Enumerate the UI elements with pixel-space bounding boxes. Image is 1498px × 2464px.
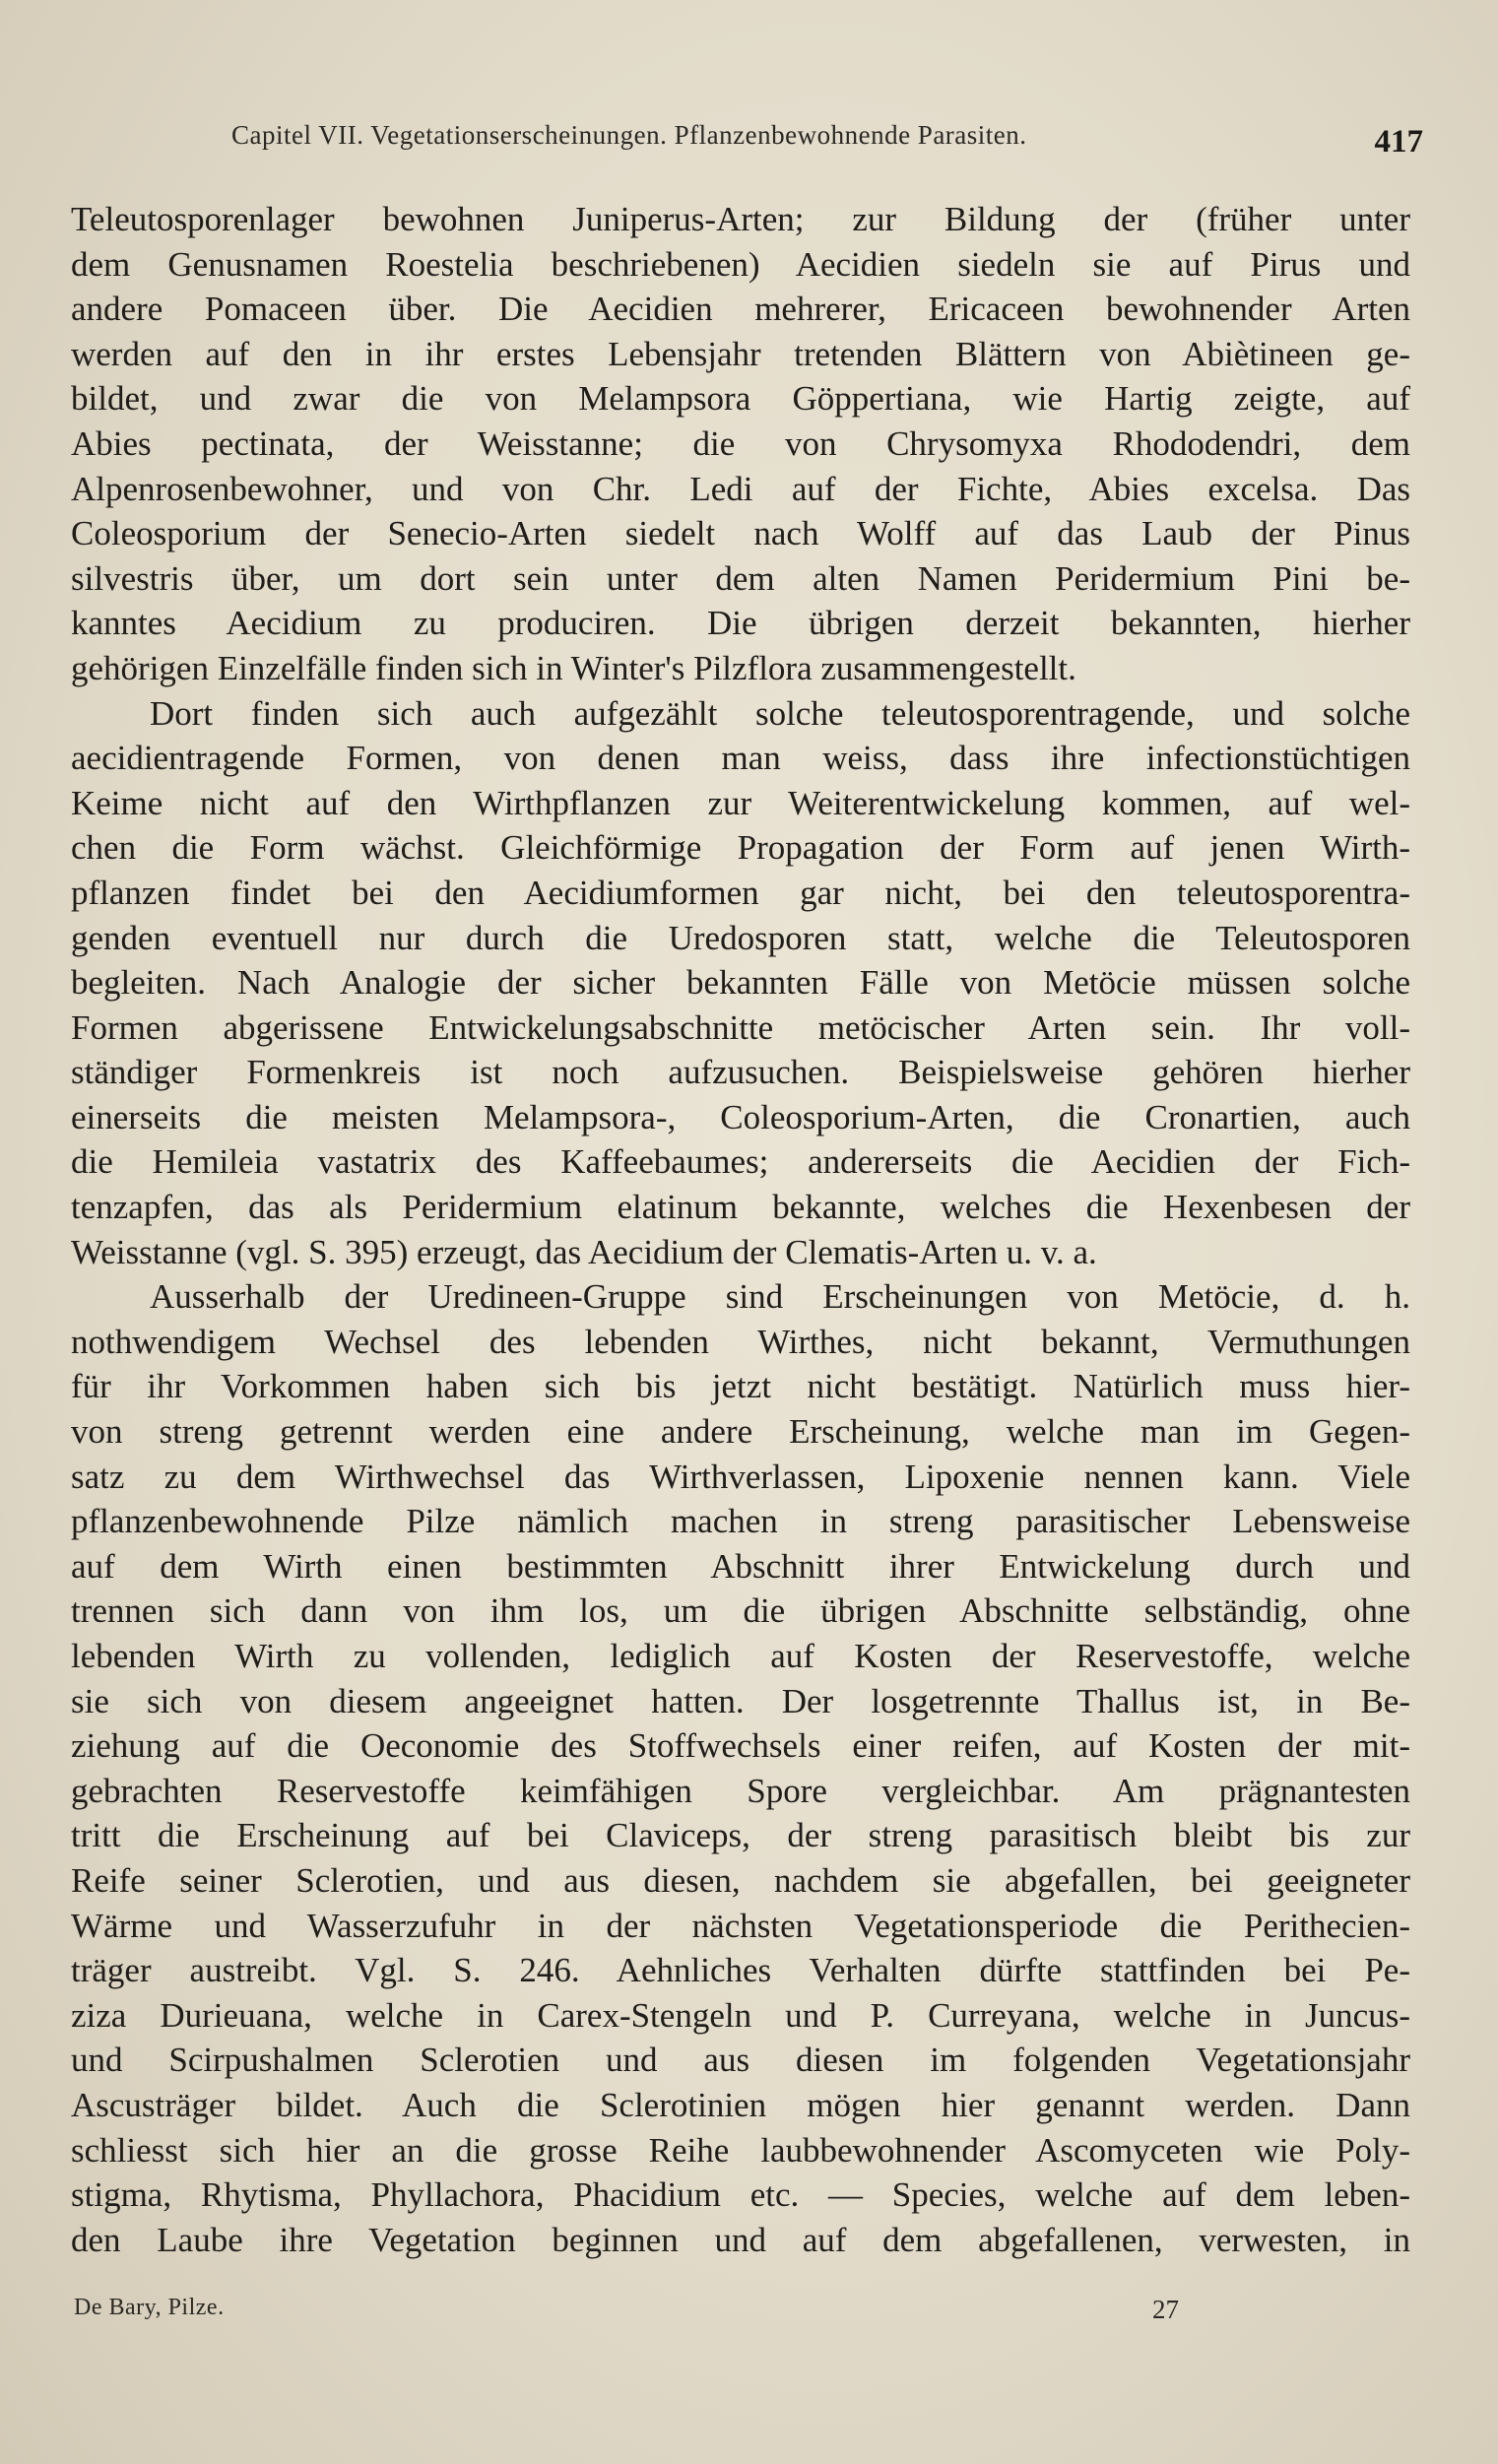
text-line: satz zu dem Wirthwechsel das Wirthverlassen, Lipoxenie nennen kann. Viele — [71, 1457, 1410, 1496]
text-line: genden eventuell nur durch die Uredosporen statt, welche die Teleutosporen — [71, 918, 1410, 957]
text-line: Ascusträger bildet. Auch die Sclerotinien mögen hier genannt werden. Dann — [71, 2085, 1410, 2124]
text-line: pflanzenbewohnende Pilze nämlich machen in streng parasitischer Lebensweise — [71, 1502, 1410, 1541]
text-line: Keime nicht auf den Wirthpflanzen zur Weiterentwickelung kommen, auf wel- — [71, 783, 1410, 822]
text-line: stigma, Rhytisma, Phyllachora, Phacidium etc. — Species, welche auf dem leben- — [71, 2175, 1410, 2215]
text-line: den Laube ihre Vegetation beginnen und auf dem abgefallenen, verwesten, in — [71, 2220, 1410, 2259]
text-line: Coleosporium der Senecio-Arten siedelt nach Wolff auf das Laub der Pinus — [71, 514, 1410, 553]
text-line: gebrachten Reservestoffe keimfähigen Spore vergleichbar. Am prägnantesten — [71, 1771, 1410, 1810]
paragraph-start-line: Ausserhalb der Uredineen-Gruppe sind Erscheinungen von Metöcie, d. h. — [150, 1277, 1410, 1317]
text-line: Formen abgerissene Entwickelungsabschnitte metöcischer Arten sein. Ihr voll- — [71, 1007, 1410, 1047]
text-line: andere Pomaceen über. Die Aecidien mehrerer, Ericaceen bewohnender Arten — [71, 290, 1410, 329]
body-text — [71, 197, 1410, 2262]
text-line: Alpenrosenbewohner, und von Chr. Ledi auf der Fichte, Abies excelsa. Das — [71, 469, 1410, 508]
text-line: werden auf den in ihr erstes Lebensjahr tretenden Blättern von Abiètineen ge- — [71, 334, 1410, 373]
text-line: sie sich von diesem angeeignet hatten. Der losgetrennte Thallus ist, in Be- — [71, 1681, 1410, 1720]
text-line: trennen sich dann von ihm los, um die übrigen Abschnitte selbständig, ohne — [71, 1591, 1410, 1631]
text-line: begleiten. Nach Analogie der sicher bekannten Fälle von Metöcie müssen solche — [71, 963, 1410, 1003]
text-line: dem Genusnamen Roestelia beschriebenen) Aecidien siedeln sie auf Pirus und — [71, 244, 1410, 284]
paragraph-start-line: Dort finden sich auch aufgezählt solche teleutosporentragende, und solche — [150, 693, 1410, 733]
text-line: tritt die Erscheinung auf bei Claviceps, der streng parasitisch bleibt bis zur — [71, 1816, 1410, 1855]
text-line: die Hemileia vastatrix des Kaffeebaumes; andererseits die Aecidien der Fich- — [71, 1142, 1410, 1182]
paragraph-end-line: gehörigen Einzelfälle finden sich in Winter's Pilzflora zusammengestellt. — [71, 648, 1076, 687]
text-line: silvestris über, um dort sein unter dem alten Namen Peridermium Pini be- — [71, 558, 1410, 598]
page-footer — [74, 2295, 1177, 2334]
text-line: bildet, und zwar die von Melampsora Göppertiana, wie Hartig zeigte, auf — [71, 379, 1410, 419]
sheet-signature: De Bary, Pilze. — [74, 2295, 225, 2320]
text-line: auf dem Wirth einen bestimmten Abschnitt ihrer Entwickelung durch und — [71, 1546, 1410, 1586]
text-line: lebenden Wirth zu vollenden, lediglich auf Kosten der Reservestoffe, welche — [71, 1637, 1410, 1675]
text-line: chen die Form wächst. Gleichförmige Propagation der Form auf jenen Wirth- — [71, 828, 1410, 868]
text-line: Reife seiner Sclerotien, und aus diesen, nachdem sie abgefallen, bei geeigneter — [71, 1860, 1410, 1900]
text-line: Abies pectinata, der Weisstanne; die von Chrysomyxa Rhododendri, dem — [71, 423, 1410, 463]
text-line: träger austreibt. Vgl. S. 246. Aehnliches Verhalten dürfte stattfinden bei Pe- — [71, 1951, 1410, 1990]
text-line: von streng getrennt werden eine andere Erscheinung, welche man im Gegen- — [71, 1412, 1410, 1452]
page-number: 417 — [1374, 124, 1423, 160]
running-head: Capitel VII. Vegetationserscheinungen. Pflanzenbewohnende Parasiten. — [231, 120, 1027, 150]
text-line: kanntes Aecidium zu produciren. Die übrigen derzeit bekannten, hierher — [71, 604, 1410, 643]
text-line: Wärme und Wasserzufuhr in der nächsten Vegetationsperiode die Perithecien- — [71, 1906, 1410, 1945]
text-line: ziehung auf die Oeconomie des Stoffwechsels einer reifen, auf Kosten der mit- — [71, 1726, 1410, 1766]
text-line: und Scirpushalmen Sclerotien und aus diesen im folgenden Vegetationsjahr — [71, 2041, 1410, 2080]
paragraph-end-line: Weisstanne (vgl. S. 395) erzeugt, das Aecidium der Clematis-Arten u. v. a. — [71, 1232, 1097, 1271]
text-line: tenzapfen, das als Peridermium elatinum bekannte, welches die Hexenbesen der — [71, 1188, 1410, 1227]
text-line: schliesst sich hier an die grosse Reihe laubbewohnender Ascomyceten wie Poly- — [71, 2130, 1410, 2170]
page-header — [231, 110, 1423, 169]
text-line: für ihr Vorkommen haben sich bis jetzt nicht bestätigt. Natürlich muss hier- — [71, 1367, 1410, 1406]
text-line: einerseits die meisten Melampsora-, Coleosporium-Arten, die Cronartien, auch — [71, 1097, 1410, 1136]
text-line: aecidientragende Formen, von denen man weiss, dass ihre infectionstüchtigen — [71, 739, 1410, 778]
text-line: Teleutosporenlager bewohnen Juniperus-Arten; zur Bildung der (früher unter — [71, 200, 1410, 238]
sheet-number: 27 — [1152, 2295, 1179, 2324]
text-line: ständiger Formenkreis ist noch aufzusuchen. Beispielsweise gehören hierher — [71, 1053, 1410, 1092]
text-line: pflanzen findet bei den Aecidiumformen gar nicht, bei den teleutosporentra- — [71, 873, 1410, 912]
text-line: nothwendigem Wechsel des lebenden Wirthes, nicht bekannt, Vermuthungen — [71, 1322, 1410, 1361]
text-line: ziza Durieuana, welche in Carex-Stengeln und P. Curreyana, welche in Juncus- — [71, 1995, 1410, 2035]
